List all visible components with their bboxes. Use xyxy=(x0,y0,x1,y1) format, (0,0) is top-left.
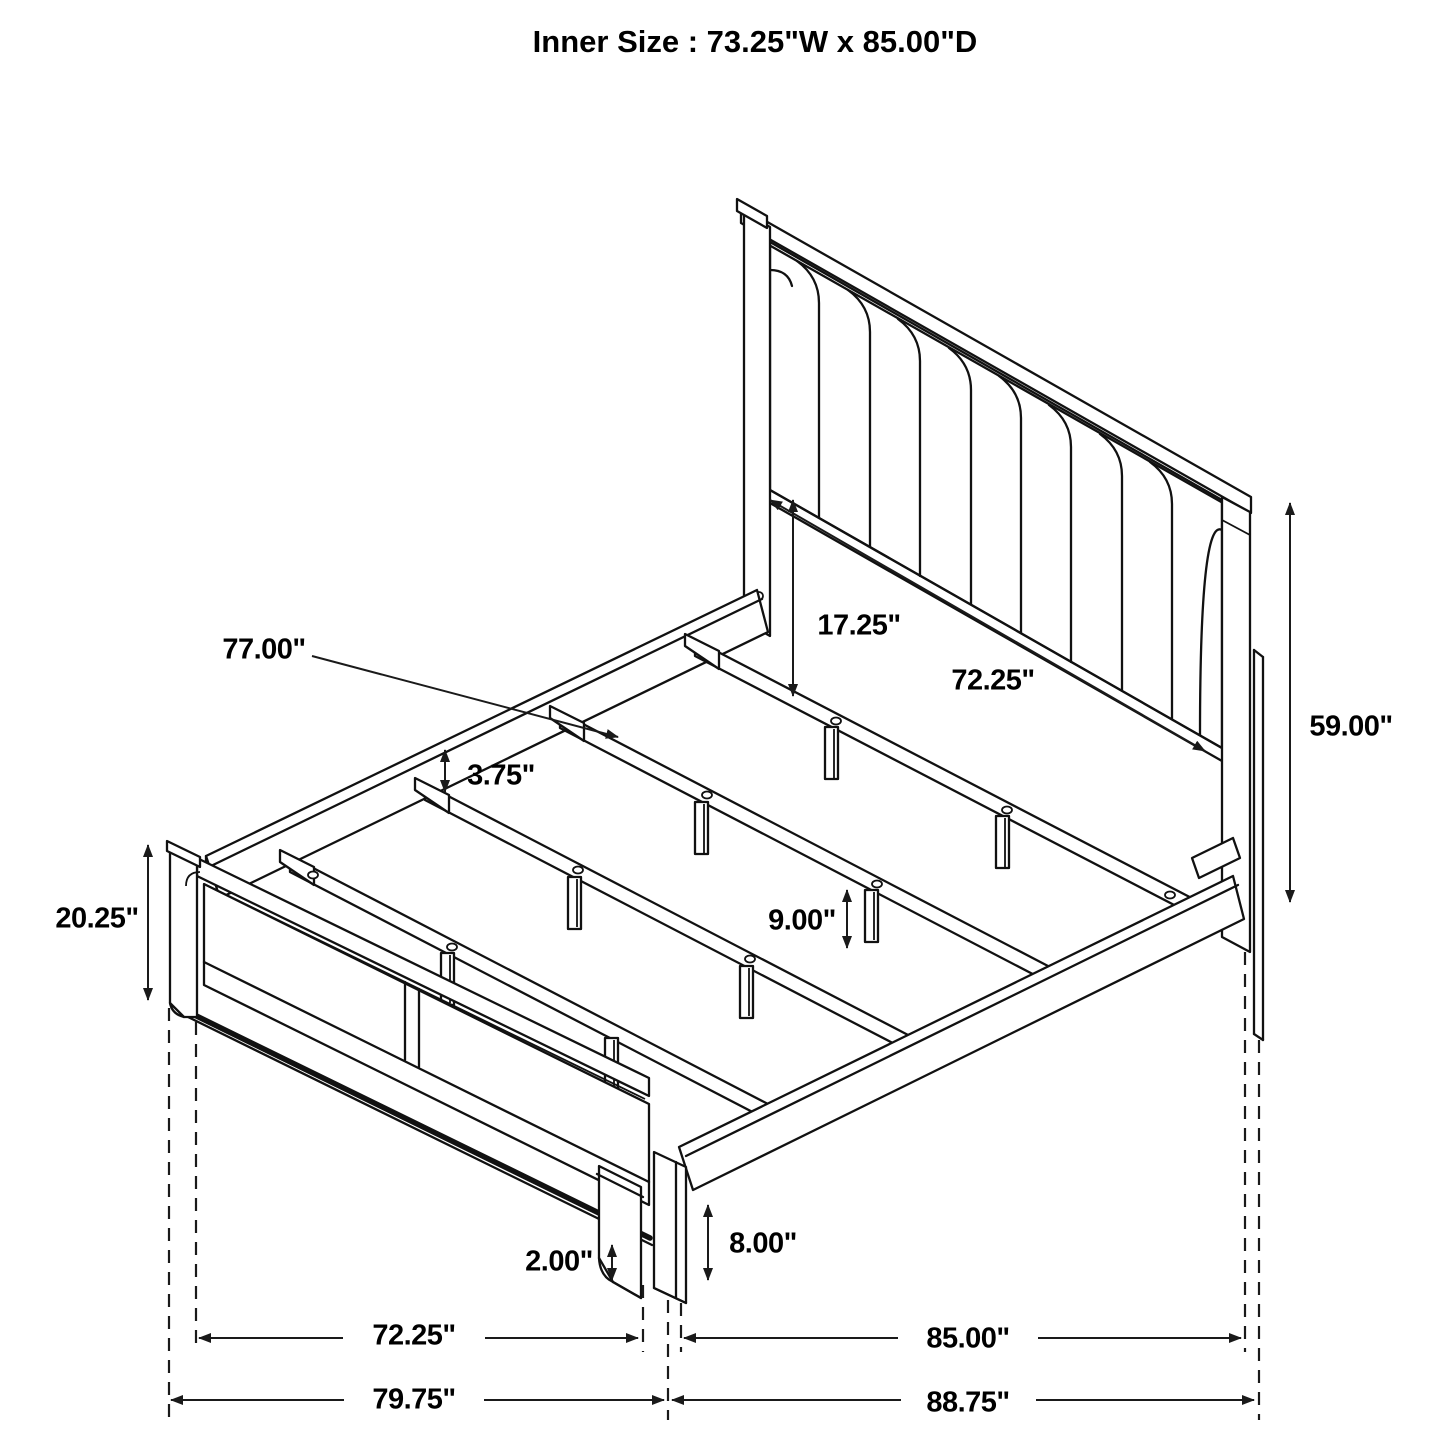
headboard-back-leg xyxy=(1254,650,1263,1040)
footboard-right-post xyxy=(597,1166,643,1298)
slat-leg xyxy=(825,727,838,779)
dim-label-72-25-bottom: 72.25" xyxy=(372,1319,456,1352)
frame-front-post xyxy=(654,1152,686,1303)
slat-leg xyxy=(695,802,708,854)
dim-label-72-25-headboard: 72.25" xyxy=(951,664,1035,697)
slat-leg xyxy=(996,816,1009,868)
headboard-left-post xyxy=(744,212,770,636)
dim-label-17-25: 17.25" xyxy=(817,609,901,642)
dim-label-20-25: 20.25" xyxy=(55,902,139,935)
slat-rail-2 xyxy=(550,706,1048,982)
dim-label-59-00: 59.00" xyxy=(1309,710,1393,743)
slat-leg xyxy=(740,966,753,1018)
dim-label-2-00: 2.00" xyxy=(525,1245,593,1278)
dim-label-3-75: 3.75" xyxy=(467,759,535,792)
dim-label-88-75: 88.75" xyxy=(926,1386,1010,1419)
slat-leg xyxy=(568,877,581,929)
dim-label-77-00: 77.00" xyxy=(222,633,306,666)
dim-label-8-00: 8.00" xyxy=(729,1227,797,1260)
slat-leg xyxy=(865,890,878,942)
dim-label-79-75: 79.75" xyxy=(372,1383,456,1416)
page-title: Inner Size : 73.25"W x 85.00"D xyxy=(532,24,978,59)
dim-label-9-00: 9.00" xyxy=(768,904,836,937)
dim-label-85-00: 85.00" xyxy=(926,1322,1010,1355)
